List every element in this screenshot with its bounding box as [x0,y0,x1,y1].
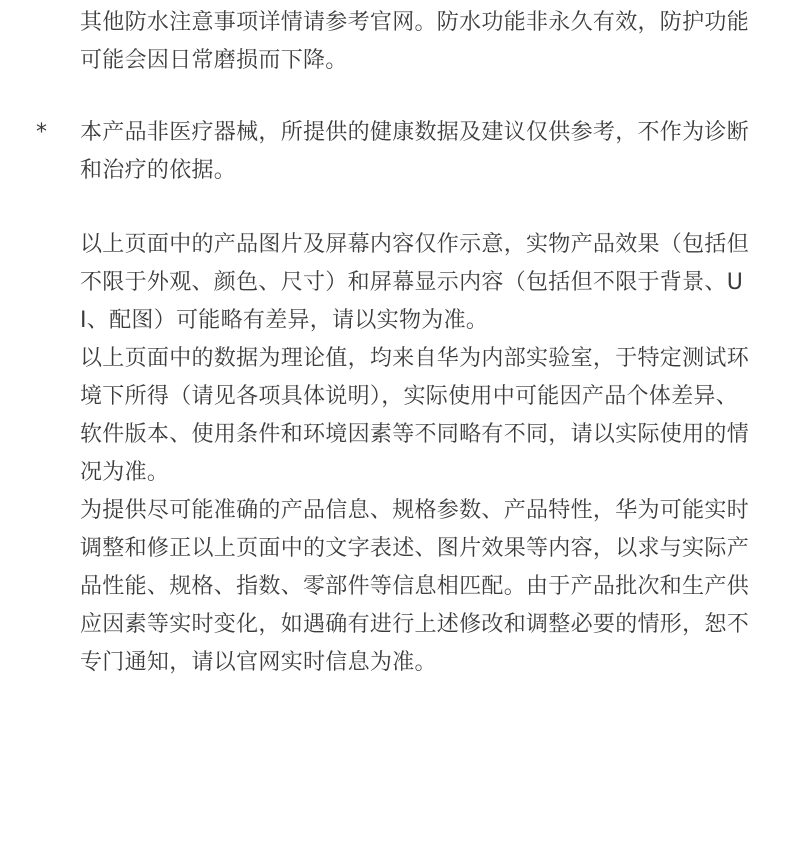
disclaimer-realtime-updates: 为提供尽可能准确的产品信息、规格参数、产品特性，华为可能实时调整和修正以上页面中的文字表述、图片效果等内容，以求与实际产品性能、规格、指数、零部件等信息相匹配。由于产品批次和生产供应因素等实时变化，如遇确有进行上述修改和调整必要的情形，恕不专门通知，请以官网实时信息为准。 [80,498,750,675]
footnote-asterisk: * [36,120,47,145]
waterproof-note-text: 其他防水注意事项详情请参考官网。防水功能非永久有效，防护功能可能会因日常磨损而下降。 [80,10,750,73]
disclaimer-lab-data: 以上页面中的数据为理论值，均来自华为内部实验室，于特定测试环境下所得（请见各项具体说明），实际使用中可能因产品个体差异、软件版本、使用条件和环境因素等不同略有不同，请以实际使用的情况为准。 [80,346,750,485]
medical-device-note [0,114,790,190]
waterproof-note [0,4,790,80]
medical-device-note-text: 本产品非医疗器械，所提供的健康数据及建议仅供参考，不作为诊断和治疗的依据。 [80,120,750,183]
disclaimer-image-display: 以上页面中的产品图片及屏幕内容仅作示意，实物产品效果（包括但不限于外观、颜色、尺寸）和屏幕显示内容（包括但不限于背景、UI、配图）可能略有差异，请以实物为准。 [80,232,750,333]
disclaimer-list [0,226,790,682]
